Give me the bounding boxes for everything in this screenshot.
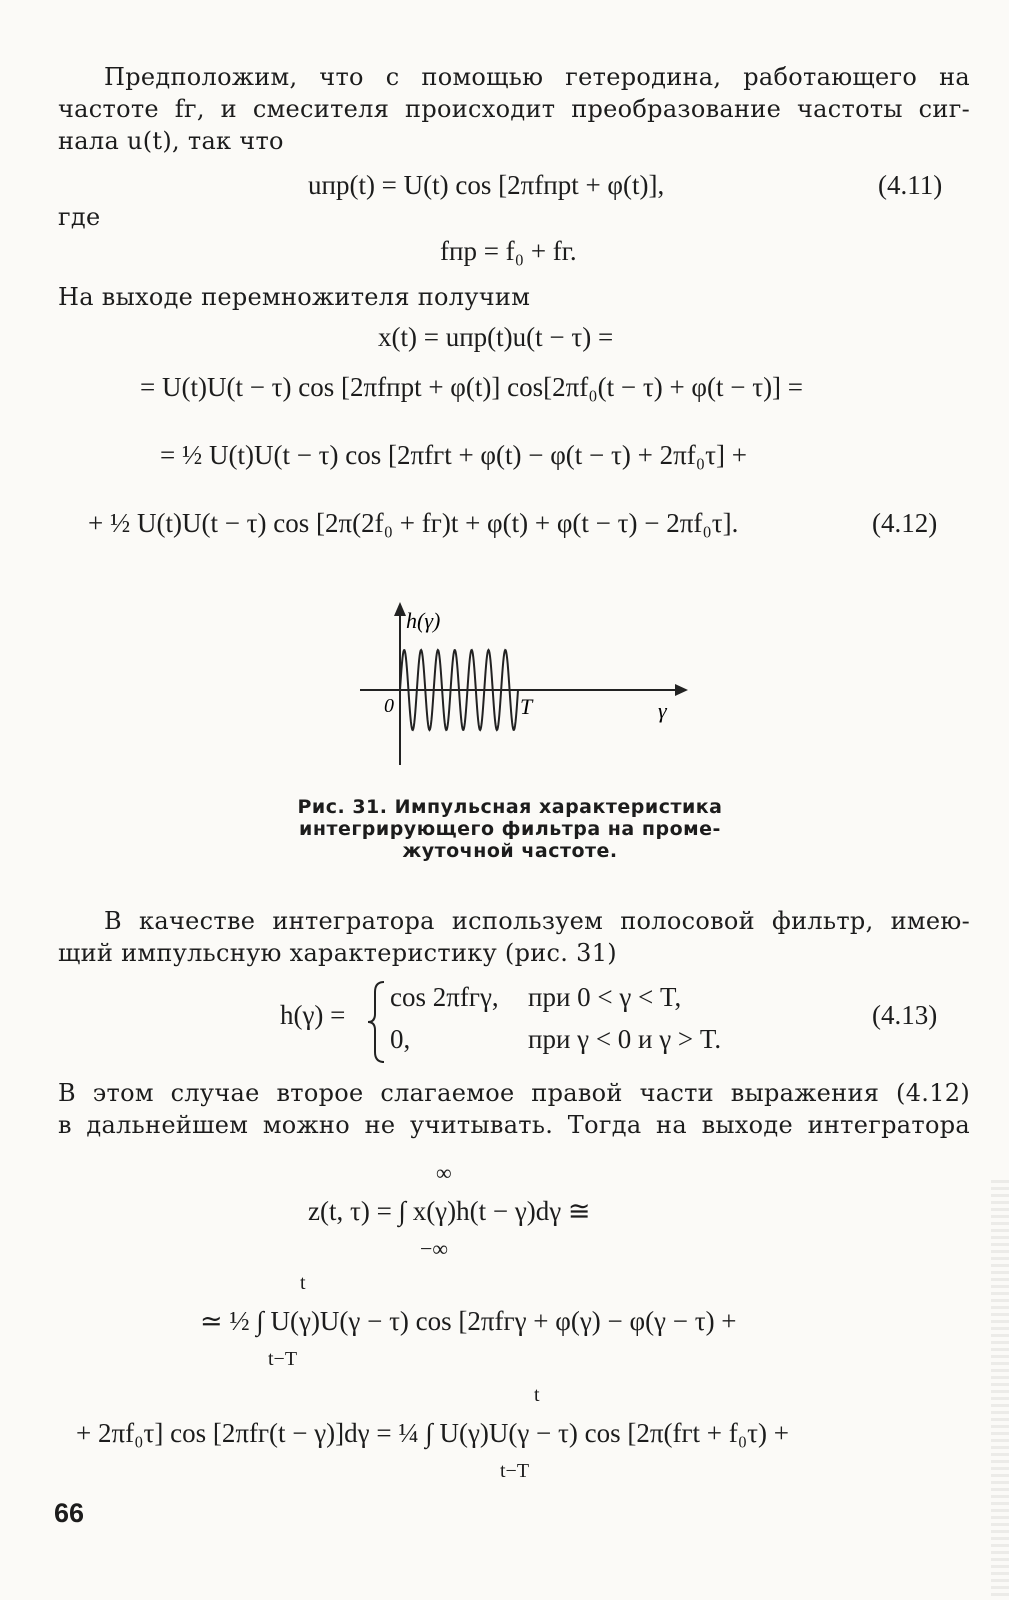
impulse-response-figure: [340, 590, 700, 775]
integral-2: ≃ ½ ∫ U(γ)U(γ − τ) cos [2πfгγ + φ(γ) − φ(γ − τ) +: [200, 1306, 737, 1336]
equation-4-13-case-2-condition: при γ < 0 и γ > T.: [528, 1024, 722, 1054]
equation-4-12-line-3: = ½ U(t)U(t − τ) cos [2πfгt + φ(t) − φ(t − τ) + 2πf₀τ] +: [160, 440, 747, 470]
paragraph-3-line-2: щий импульсную характеристику (рис. 31): [58, 939, 617, 967]
equation-4-11: uпр(t) = U(t) cos [2πfпрt + φ(t)],: [308, 170, 665, 200]
left-brace-icon: [366, 980, 388, 1064]
paragraph-4-line-2: в дальнейшем можно не учитывать. Тогда на выходе интегратора: [58, 1111, 970, 1139]
origin-label: 0: [384, 695, 394, 717]
figure-caption-line-2: интегрирующего фильтра на проме-: [299, 818, 721, 840]
scan-edge-artifact: [991, 1180, 1009, 1600]
paragraph-1-line-2: частоте fг, и смесителя происходит преобразование частоты сиг-: [58, 95, 970, 123]
y-axis-label: h(γ): [406, 608, 441, 633]
equation-4-13-lhs: h(γ) =: [280, 1000, 346, 1030]
page-number: 66: [54, 1498, 85, 1528]
integral-1-upper-limit: ∞: [436, 1160, 452, 1185]
paragraph-4-line-1: В этом случае второе слагаемое правой части выражения (4.12): [58, 1079, 970, 1107]
paragraph-1-line-3: нала u(t), так что: [58, 127, 284, 155]
equation-number-4-13: (4.13): [872, 1000, 938, 1030]
equation-number-4-11: (4.11): [878, 170, 943, 200]
oscillation-curve: [400, 650, 518, 730]
paragraph-3-line-1: В качестве интегратора используем полосовой фильтр, имею-: [104, 907, 970, 935]
integral-3-upper-limit: t: [534, 1384, 540, 1406]
equation-4-13-case-1: cos 2πfгγ,: [390, 982, 499, 1012]
x-axis-label: γ: [658, 698, 667, 723]
equation-4-12-line-1: x(t) = uпр(t)u(t − τ) =: [378, 322, 614, 352]
equation-4-13-case-1-condition: при 0 < γ < T,: [528, 982, 682, 1012]
x-axis-arrow-icon: [675, 684, 688, 696]
integral-2-upper-limit: t: [300, 1272, 306, 1294]
equation-fpr: fпр = f₀ + fг.: [440, 236, 577, 266]
paragraph-1-line-1: Предположим, что с помощью гетеродина, работающего на: [104, 63, 970, 91]
figure-caption-line-1: Рис. 31. Импульсная характеристика: [297, 796, 723, 818]
t-label: T: [520, 694, 533, 719]
integral-3: + 2πf₀τ] cos [2πfг(t − γ)]dγ = ¼ ∫ U(γ)U(γ − τ) cos [2π(fгt + f₀τ) +: [76, 1418, 789, 1448]
equation-4-12-line-4: + ½ U(t)U(t − τ) cos [2π(2f₀ + fг)t + φ(t) + φ(t − τ) − 2πf₀τ].: [88, 508, 739, 538]
integral-3-lower-limit: t−T: [500, 1460, 530, 1482]
integral-1: z(t, τ) = ∫ x(γ)h(t − γ)dγ ≅: [308, 1196, 591, 1226]
equation-4-12-line-2: = U(t)U(t − τ) cos [2πfпрt + φ(t)] cos[2πf₀(t − τ) + φ(t − τ)] =: [140, 372, 804, 402]
equation-number-4-12: (4.12): [872, 508, 938, 538]
integral-1-lower-limit: −∞: [420, 1236, 449, 1261]
paragraph-2: На выходе перемножителя получим: [58, 283, 531, 311]
equation-4-13-case-2: 0,: [390, 1024, 411, 1054]
figure-caption-line-3: жуточной частоте.: [402, 840, 618, 862]
where-text: где: [58, 203, 101, 231]
y-axis-arrow-icon: [394, 602, 406, 616]
integral-2-lower-limit: t−T: [268, 1348, 298, 1370]
